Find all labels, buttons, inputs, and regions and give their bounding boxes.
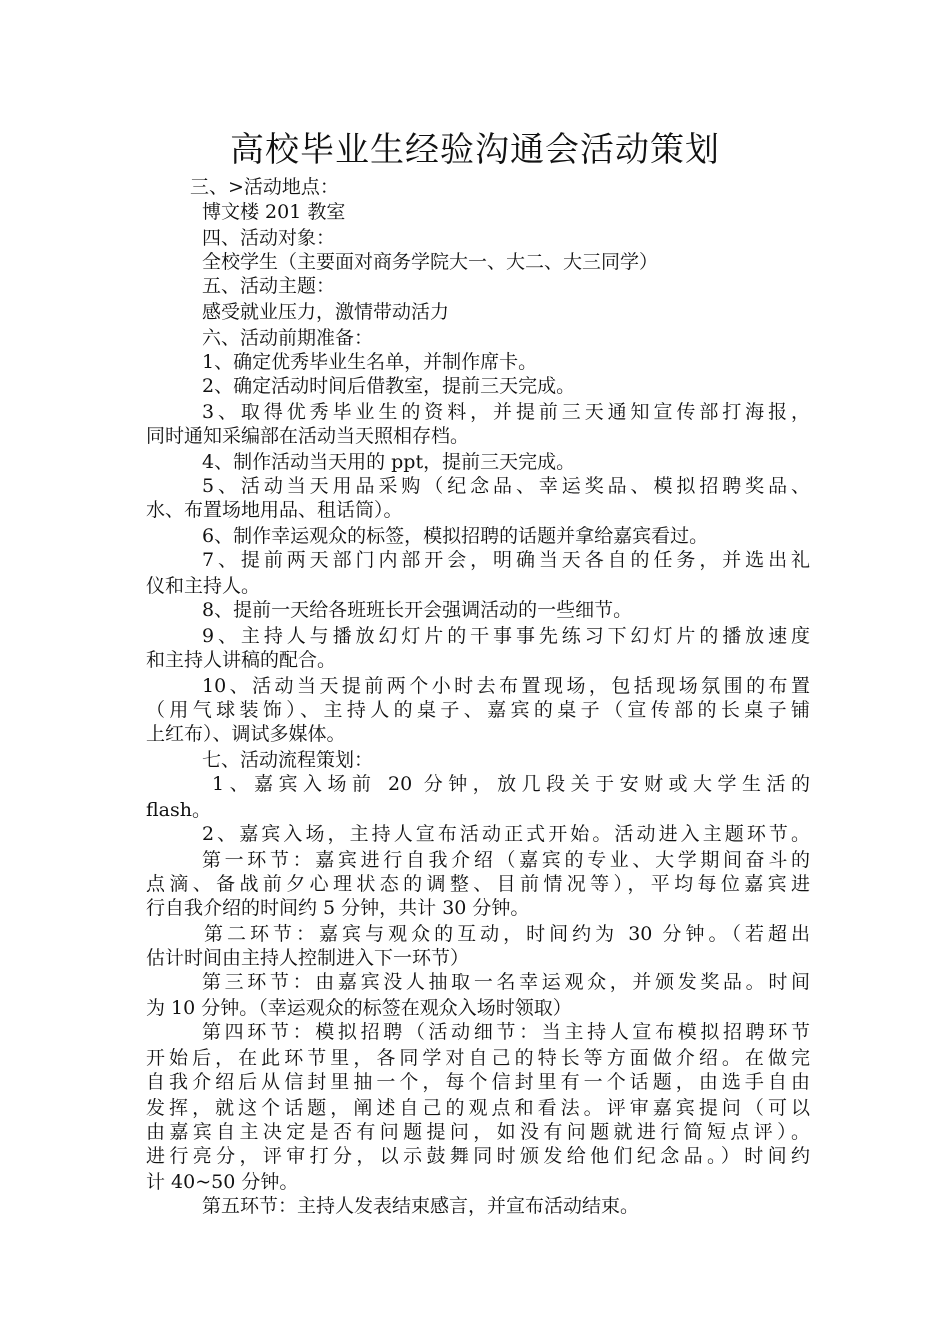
text-line: 第三环节：由嘉宾没人抽取一名幸运观众，并颁发奖品。时间 (202, 971, 810, 993)
text-line: （用气球装饰）、主持人的桌子、嘉宾的桌子（宣传部的长桌子铺 (146, 699, 810, 721)
text-line: 进行亮分，评审打分，以示鼓舞同时颁发给他们纪念品。）时间约 (146, 1145, 810, 1167)
text-line: 3、取得优秀毕业生的资料，并提前三天通知宣传部打海报， (202, 401, 810, 423)
text-line: 全校学生（主要面对商务学院大一、大二、大三同学） (202, 251, 659, 273)
text-line: 行自我介绍的时间约 5 分钟，共计 30 分钟。 (146, 897, 530, 919)
text-line: flash。 (146, 799, 211, 821)
text-line: 7、提前两天部门内部开会，明确当天各自的任务，并选出礼 (202, 549, 810, 571)
text-line: 第五环节：主持人发表结束感言，并宣布活动结束。 (202, 1195, 640, 1217)
section-heading: 五、活动主题： (202, 275, 336, 297)
section-heading: 四、活动对象： (202, 227, 336, 249)
text-line: 和主持人讲稿的配合。 (146, 649, 337, 671)
text-line: 2、确定活动时间后借教室，提前三天完成。 (202, 375, 576, 397)
text-line: 4、制作活动当天用的 ppt，提前三天完成。 (202, 451, 576, 473)
section-heading: 七、活动流程策划： (202, 749, 374, 771)
text-line: 5、活动当天用品采购（纪念品、幸运奖品、模拟招聘奖品、 (202, 475, 810, 497)
section-heading: 六、活动前期准备： (202, 327, 374, 349)
text-line: 第一环节：嘉宾进行自我介绍（嘉宾的专业、大学期间奋斗的 (202, 849, 810, 871)
text-line: 1、确定优秀毕业生名单，并制作席卡。 (202, 351, 538, 373)
text-line: 开始后，在此环节里，各同学对自己的特长等方面做介绍。在做完 (146, 1047, 810, 1069)
text-line: 第四环节：模拟招聘（活动细节：当主持人宣布模拟招聘环节 (202, 1021, 810, 1043)
text-line: 上红布）、调试多媒体。 (146, 723, 346, 745)
text-line: 博文楼 201 教室 (202, 201, 346, 223)
text-line: 计 40~50 分钟。 (146, 1171, 299, 1193)
text-line: 估计时间由主持人控制进入下一环节） (146, 947, 470, 969)
text-line: 2、嘉宾入场，主持人宣布活动正式开始。活动进入主题环节。 (202, 823, 810, 845)
text-line: 点滴、备战前夕心理状态的调整、目前情况等），平均每位嘉宾进 (146, 873, 810, 895)
text-line: 为 10 分钟。（幸运观众的标签在观众入场时领取） (146, 997, 572, 1019)
text-line: 自我介绍后从信封里抽一个，每个信封里有一个话题，由选手自由 (146, 1071, 810, 1093)
text-line: 仪和主持人。 (146, 575, 261, 597)
document-title: 高校毕业生经验沟通会活动策划 (230, 130, 720, 170)
text-line: 第二环节：嘉宾与观众的互动，时间约为 30 分钟。（若超出 (204, 923, 810, 945)
text-line: 同时通知采编部在活动当天照相存档。 (146, 425, 470, 447)
text-line: 8、提前一天给各班班长开会强调活动的一些细节。 (202, 599, 633, 621)
text-line: 10、活动当天提前两个小时去布置现场，包括现场氛围的布置 (202, 675, 810, 697)
text-line: 1、嘉宾入场前 20 分钟，放几段关于安财或大学生活的 (212, 773, 810, 795)
text-line: 水、布置场地用品、租话筒）。 (146, 499, 403, 521)
text-line: 感受就业压力，激情带动活力 (202, 301, 450, 323)
text-line: 6、制作幸运观众的标签，模拟招聘的话题并拿给嘉宾看过。 (202, 525, 709, 547)
section-heading: 三、>活动地点： (190, 176, 339, 198)
text-line: 9、主持人与播放幻灯片的干事事先练习下幻灯片的播放速度 (202, 625, 810, 647)
text-line: 由嘉宾自主决定是否有问题提问，如没有问题就进行简短点评）。 (146, 1121, 810, 1143)
text-line: 发挥，就这个话题，阐述自己的观点和看法。评审嘉宾提问（可以 (146, 1097, 810, 1119)
